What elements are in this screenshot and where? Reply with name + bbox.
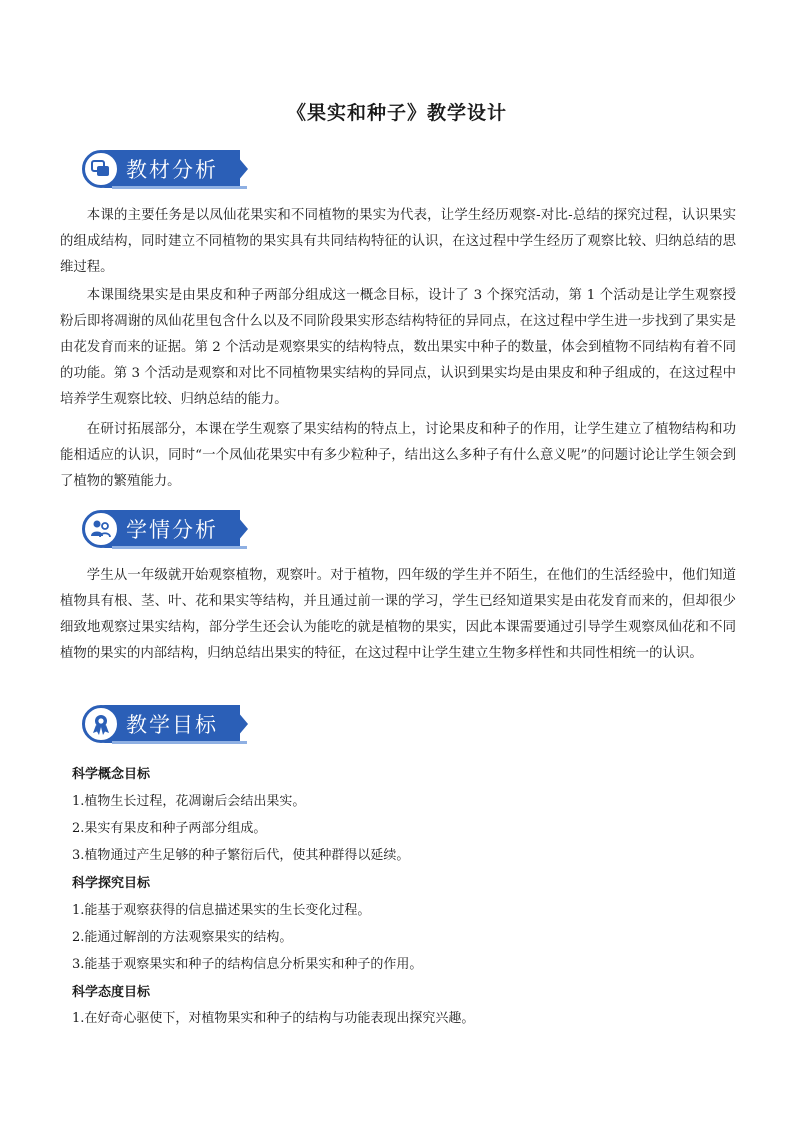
paragraph-material-2: 本课围绕果实是由果皮和种子两部分组成这一概念目标，设计了 3 个探究活动，第 1 个活动是让学生观察授粉后即将凋谢的凤仙花里包含什么以及不同阶段果实形态结构特征的异同点，在这过程中学生进一步找到了果实是由花发育而来的证据。第 2 个活动是观察果实的结构特点，数出果实中种子的数量，体会到植物不同结构有着不同的功能。第 3 个活动是观察和对比不同植物果实结构的异同点，认识到果实均是由果皮和种子组成的，在这过程中培养学生观察比较、归纳总结的能力。	[60, 288, 736, 407]
paragraph-material-1: 本课的主要任务是以凤仙花果实和不同植物的果实为代表，让学生经历观察-对比-总结的探究过程，认识果实的组成结构，同时建立不同植物的果实具有共同结构特征的认识，在这过程中学生经历了观察比较、归纳总结的思维过程。	[60, 208, 736, 275]
section-header-learner-analysis	[82, 508, 342, 550]
paragraph-material-3: 在研讨拓展部分，本课在学生观察了果实结构的特点上，讨论果皮和种子的作用，让学生建立了植物结构和功能相适应的认识，同时“一个凤仙花果实中有多少粒种子，结出这么多种子有什么意义呢”的问题讨论让学生领会到了植物的繁殖能力。	[60, 422, 736, 489]
section-banner-tail	[232, 510, 248, 548]
section-title: 教学目标	[126, 713, 218, 737]
goal-heading-attitude: 科学态度目标	[72, 985, 151, 1000]
section-header-material-analysis	[82, 148, 342, 190]
goal-heading-concept: 科学概念目标	[72, 767, 151, 782]
section-title: 教材分析	[126, 158, 218, 182]
section-banner-underline	[112, 546, 247, 549]
section-header-teaching-goals	[82, 703, 342, 745]
document-title: 《果实和种子》教学设计	[286, 102, 507, 124]
goal-item: 1.植物生长过程，花凋谢后会结出果实。	[72, 794, 306, 809]
stacked-pages-icon	[82, 150, 120, 188]
goal-item: 1.在好奇心驱使下，对植物果实和种子的结构与功能表现出探究兴趣。	[72, 1011, 475, 1026]
section-banner-underline	[112, 186, 247, 189]
goal-item: 3.能基于观察果实和种子的结构信息分析果实和种子的作用。	[72, 957, 423, 972]
section-banner-tail	[232, 150, 248, 188]
goal-item: 1.能基于观察获得的信息描述果实的生长变化过程。	[72, 903, 371, 918]
goal-item: 2.果实有果皮和种子两部分组成。	[72, 821, 267, 836]
students-icon	[82, 510, 120, 548]
section-title: 学情分析	[126, 518, 218, 542]
section-banner-tail	[232, 705, 248, 743]
goal-heading-inquiry: 科学探究目标	[72, 876, 151, 891]
section-banner-underline	[112, 741, 247, 744]
goal-item: 3.植物通过产生足够的种子繁衍后代，使其种群得以延续。	[72, 848, 410, 863]
paragraph-learner-1: 学生从一年级就开始观察植物，观察叶。对于植物，四年级的学生并不陌生，在他们的生活经验中，他们知道植物具有根、茎、叶、花和果实等结构，并且通过前一课的学习，学生已经知道果实是由花发育而来的，但却很少细致地观察过果实结构，部分学生还会认为能吃的就是植物的果实，因此本课需要通过引导学生观察凤仙花和不同植物的果实的内部结构，归纳总结出果实的特征，在这过程中让学生建立生物多样性和共同性相统一的认识。	[60, 568, 736, 661]
goal-item: 2.能通过解剖的方法观察果实的结构。	[72, 930, 293, 945]
award-ribbon-icon	[82, 705, 120, 743]
